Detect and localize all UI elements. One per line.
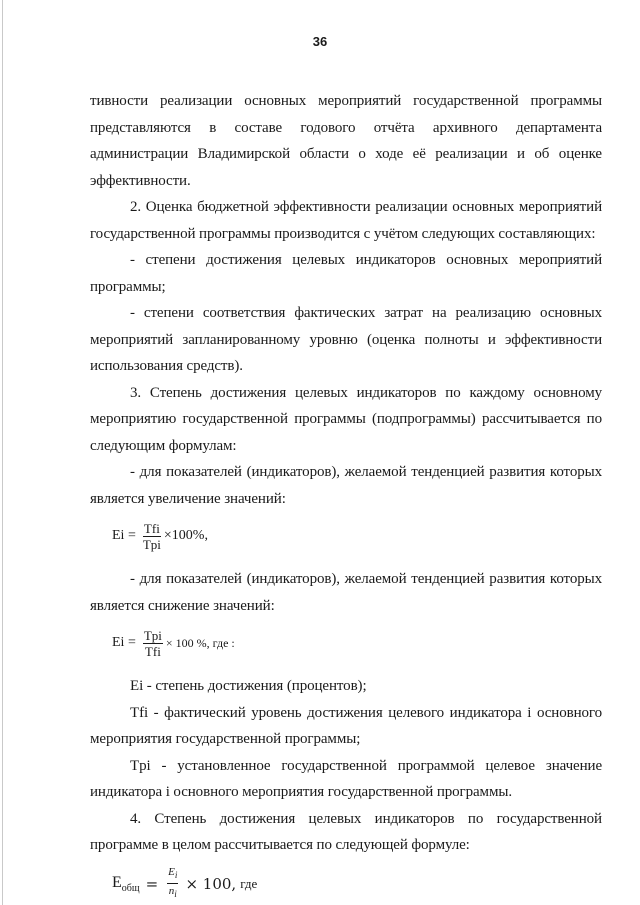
- fraction-numerator: Tfi: [143, 520, 160, 536]
- paragraph-2: 2. Оценка бюджетной эффективности реализации основных мероприятий государственной программы производится с учётом следующих составляющих:: [90, 199, 602, 242]
- formula-subscript: общ: [121, 882, 140, 894]
- fraction-denominator: [169, 884, 177, 902]
- page-number: 36: [312, 34, 328, 49]
- paragraph-3: - степени достижения целевых индикаторов основных мероприятий программы;: [90, 252, 602, 295]
- formula-overall: [112, 867, 602, 901]
- denominator-subscript: i: [174, 889, 177, 900]
- fraction-numerator: Tpi: [143, 627, 162, 643]
- formula-rhs: × 100,: [185, 874, 237, 893]
- fraction-denominator: Tpi: [142, 536, 161, 552]
- formula-equals: =: [145, 874, 159, 893]
- formula-lhs: Ei =: [112, 528, 136, 543]
- formula-lhs: [112, 874, 140, 894]
- formula-rhs: ×100%,: [163, 528, 208, 543]
- numerator-symbol: E: [168, 865, 175, 878]
- formula-lhs: Ei =: [112, 635, 136, 650]
- fraction-denominator: Tfi: [144, 643, 161, 659]
- formula-rhs: × 100 %, где :: [165, 635, 235, 650]
- denominator-symbol: n: [168, 885, 175, 897]
- paragraph-10: Tpi - установленное государственной программой целевое значение индикатора i основного мероприятия государственной программы.: [90, 757, 602, 800]
- formula-symbol: E: [112, 873, 122, 891]
- paragraph-8: Ei - степень достижения (процентов);: [130, 678, 367, 694]
- paragraph-5: 3. Степень достижения целевых индикаторов по каждому основному мероприятию государственной программы (подпрограммы) рассчитывается по следующим формулам:: [90, 384, 602, 454]
- paragraph-4: - степени соответствия фактических затрат на реализацию основных мероприятий запланированному уровню (оценка полноты и эффективности использования средств).: [90, 305, 602, 374]
- formula-fraction: [143, 628, 163, 659]
- paragraph-9: Tfi - фактический уровень достижения целевого индикатора i основного мероприятия государственной программы;: [90, 704, 602, 747]
- paragraph-6: - для показателей (индикаторов), желаемой тенденцией развития которых является увеличение значений:: [90, 464, 602, 507]
- document-body: [90, 88, 602, 901]
- page-edge-line: [2, 0, 3, 905]
- formula-tail: где: [240, 875, 258, 891]
- paragraph-1: тивности реализации основных мероприятий государственной программы представляются в составе годового отчёта архивного департамента администрации Владимирской области о ходе её реализации и об оценке эффективности.: [90, 93, 602, 189]
- fraction-numerator: [167, 865, 178, 884]
- paragraph-7: - для показателей (индикаторов), желаемой тенденцией развития которых является снижение значений:: [90, 571, 602, 614]
- paragraph-11: 4. Степень достижения целевых индикаторов по государственной программе в целом рассчитывается по следующей формуле:: [90, 810, 602, 853]
- formula-decrease: [112, 623, 602, 663]
- formula-fraction: [167, 865, 178, 902]
- numerator-subscript: i: [174, 870, 178, 880]
- formula-fraction: [143, 521, 161, 552]
- formula-increase: [112, 516, 602, 556]
